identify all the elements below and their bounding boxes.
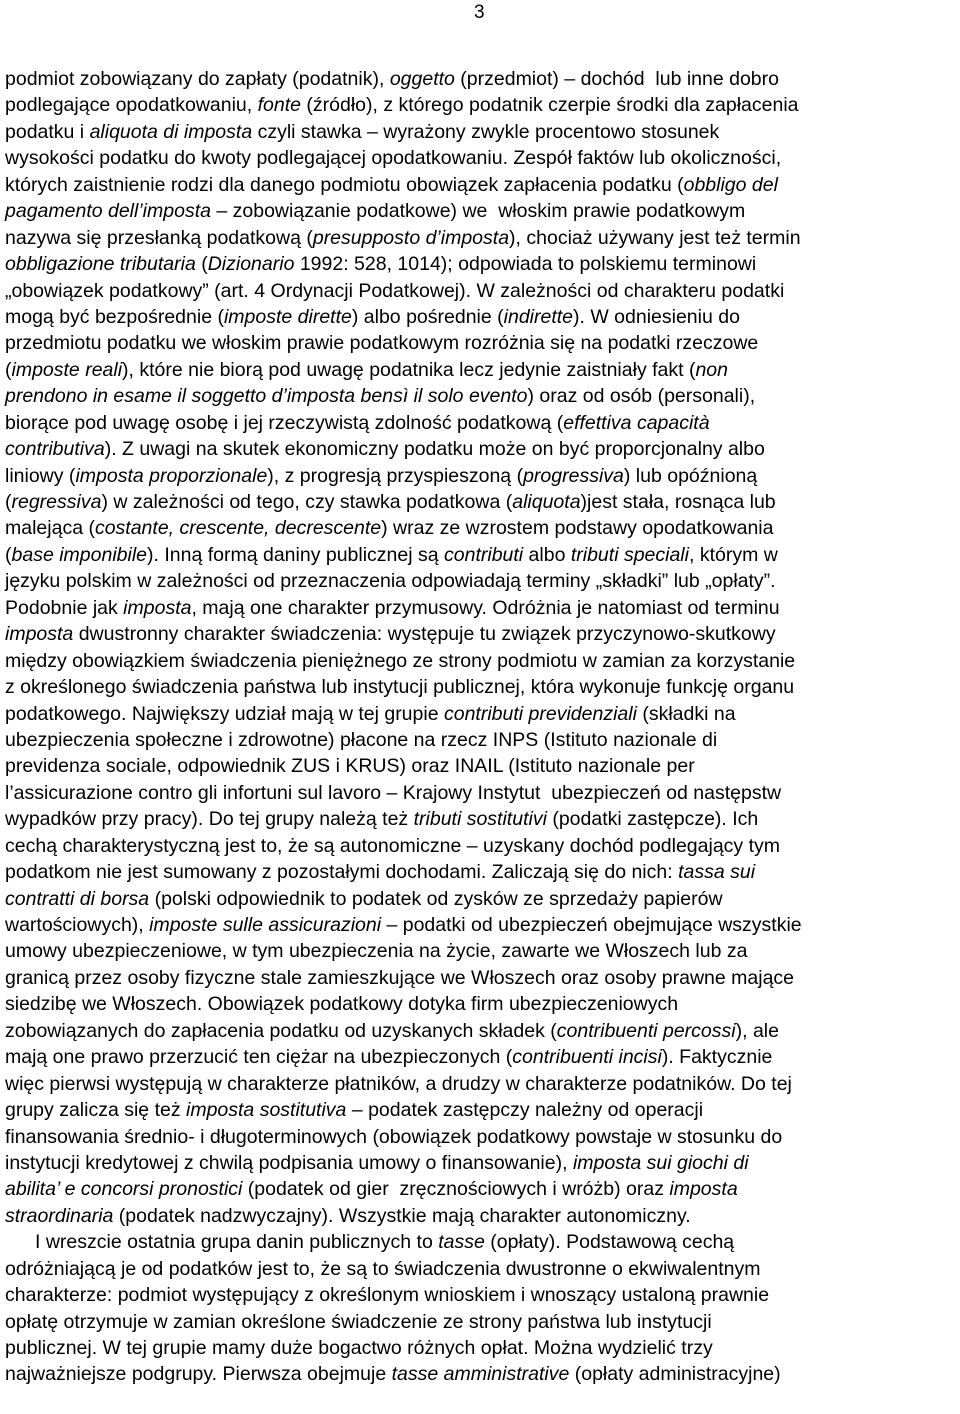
text-line: siedzibę we Włoszech. Obowiązek podatkowy dotyka firm ubezpieczeniowych	[5, 993, 679, 1016]
text-line: granicą przez osoby fizyczne stale zamieszkujące we Włoszech oraz osoby prawne mające	[5, 966, 795, 989]
text-line: pagamento dell’imposta – zobowiązanie podatkowe) we włoskim prawie podatkowym	[5, 200, 746, 223]
text-line: mają one prawo przerzucić ten ciężar na ubezpieczonych (contribuenti incisi). Faktycznie	[5, 1046, 773, 1069]
text-line: abilita’ e concorsi pronostici (podatek od gier zręcznościowych i wróżb) oraz imposta	[5, 1178, 738, 1201]
text-line: I wreszcie ostatnia grupa danin publicznych to tasse (opłaty). Podstawową cechą	[35, 1231, 735, 1254]
text-line: (regressiva) w zależności od tego, czy stawka podatkowa (aliquota)jest stała, rosnąca lub	[5, 491, 776, 513]
text-line: między obowiązkiem świadczenia pieniężnego ze strony podmiotu w zamian za korzystanie	[5, 649, 796, 672]
text-line: więc pierwsi występują w charakterze płatników, a drudzy w charakterze podatników. Do tej	[5, 1072, 792, 1095]
text-line: języku polskim w zależności od przeznaczenia odpowiadają terminy „składki” lub „opłaty”.	[5, 570, 776, 593]
text-line: odróżniającą je od podatków jest to, że są to świadczenia dwustronne o ekwiwalentnym	[5, 1257, 761, 1280]
text-line: imposta dwustronny charakter świadczenia: występuje tu związek przyczynowo-skutkowy	[5, 623, 776, 646]
text-line: prendono in esame il soggetto d’imposta bensì il solo evento) oraz od osób (personali),	[5, 385, 756, 408]
text-line: ubezpieczenia społeczne i zdrowotne) płacone na rzecz INPS (Istituto nazionale di	[5, 728, 718, 751]
text-line: grupy zalicza się też imposta sostitutiva – podatek zastępczy należny od operacji	[5, 1099, 704, 1122]
text-line: finansowania średnio- i długoterminowych (obowiązek podatkowy powstaje w stosunku do	[5, 1125, 783, 1148]
text-line: Podobnie jak imposta, mają one charakter przymusowy. Odróżnia je natomiast od terminu	[5, 596, 780, 619]
text-line: malejąca (costante, crescente, decrescente) wraz ze wzrostem podstawy opodatkowania	[5, 517, 774, 540]
text-line: (base imponibile). Inną formą daniny publicznej są contributi albo tributi speciali, którym w	[5, 543, 778, 566]
text-line: cechą charakterystyczną jest to, że są autonomiczne – uzyskany dochód podlegający tym	[5, 834, 780, 857]
text-line: podatku i aliquota di imposta czyli stawka – wyrażony zwykle procentowo stosunek	[5, 120, 720, 143]
text-line: zobowiązanych do zapłacenia podatku od uzyskanych składek (contribuenti percossi), ale	[5, 1019, 779, 1042]
text-line: wartościowych), imposte sulle assicurazioni – podatki od ubezpieczeń obejmujące wszystkie	[5, 914, 802, 936]
text-line: podatkom nie jest sumowany z pozostałymi dochodami. Zaliczają się do nich: tassa sui	[5, 861, 756, 884]
text-line: nazywa się przesłanką podatkową (presupposto d’imposta), chociaż używany jest też termin	[5, 226, 801, 249]
text-line: publicznej. W tej grupie mamy duże bogactwo różnych opłat. Można wydzielić trzy	[5, 1337, 713, 1359]
body-text	[5, 66, 957, 1388]
text-line: charakterze: podmiot występujący z określonym wnioskiem i wnoszący ustaloną prawnie	[5, 1284, 770, 1307]
text-line: przedmiotu podatku we włoskim prawie podatkowym rozróżnia się na podatki rzeczowe	[5, 332, 759, 355]
text-line: straordinaria (podatek nadzwyczajny). Wszystkie mają charakter autonomiczny.	[5, 1204, 691, 1227]
text-line: podlegające opodatkowaniu, fonte (źródło), z którego podatnik czerpie środki dla zapłacenia	[5, 94, 799, 117]
text-line: biorące pod uwagę osobę i jej rzeczywistą zdolność podatkową (effettiva capacità	[5, 411, 710, 434]
text-line: opłatę otrzymuje w zamian określone świadczenie ze strony państwa lub instytucji	[5, 1310, 712, 1333]
text-line: których zaistnienie rodzi dla danego podmiotu obowiązek zapłacenia podatku (obbligo del	[5, 173, 778, 196]
text-line: contratti di borsa (polski odpowiednik to podatek od zysków ze sprzedaży papierów	[5, 887, 723, 910]
text-line: liniowy (imposta proporzionale), z progresją przyspieszoną (progressiva) lub opóźnioną	[5, 464, 758, 487]
text-line: podmiot zobowiązany do zapłaty (podatnik), oggetto (przedmiot) – dochód lub inne dobro	[5, 68, 779, 90]
text-line: mogą być bezpośrednie (imposte dirette) albo pośrednie (indirette). W odniesieniu do	[5, 305, 740, 328]
page-number: 3	[474, 2, 485, 23]
text-line: instytucji kredytowej z chwilą podpisania umowy o finansowanie), imposta sui giochi di	[5, 1151, 749, 1174]
text-line: „obowiązek podatkowy” (art. 4 Ordynacji Podatkowej). W zależności od charakteru podatki	[5, 279, 785, 302]
text-line: contributiva). Z uwagi na skutek ekonomiczny podatku może on być proporcjonalny albo	[5, 438, 765, 461]
text-line: (imposte reali), które nie biorą pod uwagę podatnika lecz jedynie zaistniały fakt (non	[5, 358, 728, 381]
text-line: obbligazione tributaria (Dizionario 1992: 528, 1014); odpowiada to polskiemu terminowi	[5, 253, 757, 276]
text-line: previdenza sociale, odpowiednik ZUS i KRUS) oraz INAIL (Istituto nazionale per	[5, 755, 695, 778]
text-line: z określonego świadczenia państwa lub instytucji publicznej, która wykonuje funkcję organu	[5, 676, 795, 699]
text-line: podatkowego. Największy udział mają w tej grupie contributi previdenziali (składki na	[5, 702, 736, 725]
text-line: wysokości podatku do kwoty podlegającej opodatkowaniu. Zespół faktów lub okoliczności,	[5, 147, 782, 170]
text-line: wypadków przy pracy). Do tej grupy należą też tributi sostitutivi (podatki zastępcze). Ich	[5, 808, 759, 831]
text-line: umowy ubezpieczeniowe, w tym ubezpieczenia na życie, zawarte we Włoszech lub za	[5, 940, 748, 963]
text-line: najważniejsze podgrupy. Pierwsza obejmuje tasse amministrative (opłaty administracyjne)	[5, 1363, 781, 1386]
text-line: l’assicurazione contro gli infortuni sul lavoro – Krajowy Instytut ubezpieczeń od następstw	[5, 781, 782, 804]
